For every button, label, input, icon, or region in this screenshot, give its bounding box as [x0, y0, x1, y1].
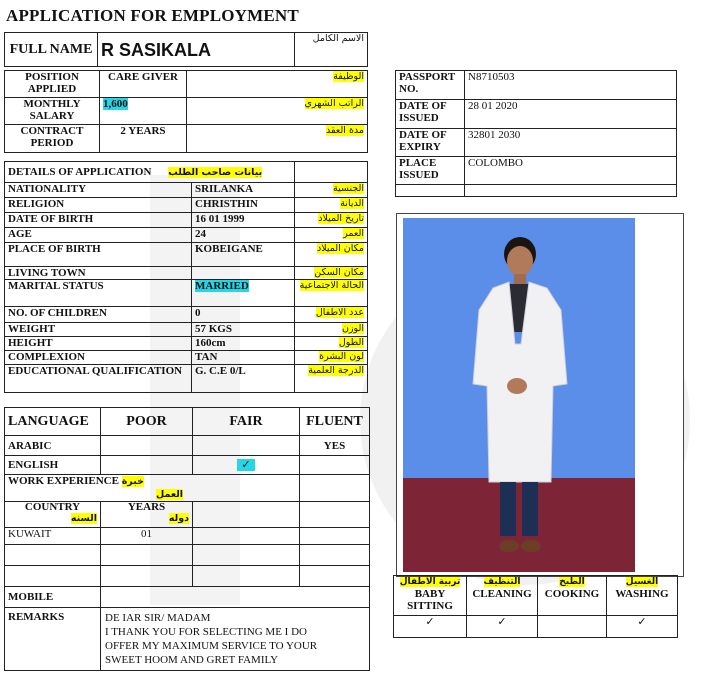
- fair-header: FAIR: [193, 408, 300, 436]
- age-value: 24: [192, 228, 295, 243]
- remarks-line-4: SWEET HOOM AND GRET FAMILY: [105, 654, 279, 666]
- birthplace-label: PLACE OF BIRTH: [5, 243, 192, 267]
- english-poor: [101, 456, 193, 475]
- children-value: 0: [192, 307, 295, 323]
- living-town-label: LIVING TOWN: [5, 267, 192, 280]
- marital-label: MARITAL STATUS: [5, 280, 192, 307]
- job-table: [4, 70, 368, 153]
- contract-value: 2 YEARS: [100, 125, 187, 153]
- age-label: AGE: [5, 228, 192, 243]
- birthplace-ar: مكان الميلاد: [316, 243, 364, 254]
- salary-label: MONTHLY SALARY: [5, 98, 100, 125]
- work-experience-ar: خبرة العمل: [121, 476, 184, 500]
- salary-ar: الراتب الشهري: [304, 98, 364, 109]
- english-label: ENGLISH: [5, 456, 101, 475]
- weight-value: 57 KGS: [192, 323, 295, 337]
- years-header: YEARS: [127, 501, 166, 513]
- religion-ar: الديانة: [340, 198, 364, 209]
- nationality-ar: الجنسية: [333, 183, 364, 194]
- children-ar: عدد الاطفال: [315, 307, 364, 318]
- living-town-value: [192, 267, 295, 280]
- poor-header: POOR: [101, 408, 193, 436]
- cooking-label: COOKING: [544, 588, 600, 600]
- english-fluent: [300, 456, 370, 475]
- arabic-fair: [193, 436, 300, 456]
- dob-label: DATE OF BIRTH: [5, 213, 192, 228]
- weight-ar: الوزن: [341, 323, 364, 334]
- living-town-ar: مكان السكن: [314, 267, 364, 278]
- language-table: [4, 407, 370, 671]
- education-ar: الدرجة العلمية: [308, 365, 364, 376]
- issue-date-label: DATE OF ISSUED: [396, 100, 465, 129]
- children-label: NO. OF CHILDREN: [5, 307, 192, 323]
- remarks-label: REMARKS: [5, 608, 101, 671]
- position-value: CARE GIVER: [100, 71, 187, 98]
- height-value: 160cm: [192, 337, 295, 351]
- complexion-label: COMPLEXION: [5, 351, 192, 365]
- work-years-1: 01: [101, 528, 193, 545]
- contract-ar: مدة العقد: [326, 125, 364, 136]
- country-header-ar: السنه: [70, 513, 97, 524]
- complexion-value: TAN: [192, 351, 295, 365]
- passport-no-value: N8710503: [465, 71, 677, 100]
- page-title: APPLICATION FOR EMPLOYMENT: [6, 6, 299, 25]
- details-header-ar: بيانات صاحب الطلب: [168, 166, 263, 178]
- skills-table: [393, 575, 678, 638]
- position-label: POSITION APPLIED: [5, 71, 100, 98]
- dob-value: 16 01 1999: [192, 213, 295, 228]
- mobile-value: [101, 587, 370, 608]
- position-ar: الوظيفة: [333, 71, 364, 82]
- issue-date-value: 28 01 2020: [465, 100, 677, 129]
- work-experience-label: WORK EXPERIENCE: [8, 475, 119, 487]
- place-issued-value: COLOMBO: [465, 157, 677, 185]
- passport-table: [395, 70, 677, 197]
- country-header: COUNTRY: [24, 501, 81, 513]
- marital-value: MARRIED: [195, 280, 249, 292]
- years-header-ar: دوله: [168, 513, 189, 524]
- expiry-date-label: DATE OF EXPIRY: [396, 129, 465, 157]
- mobile-label: MOBILE: [5, 587, 101, 608]
- english-fair-check: ✓: [237, 459, 254, 471]
- cleaning-label: CLEANING: [472, 588, 532, 600]
- washing-check: ✓: [607, 616, 678, 638]
- marital-ar: الحالة الاجتماعية: [299, 280, 364, 291]
- expiry-date-value: 32801 2030: [465, 129, 677, 157]
- cleaning-ar: التنظيف: [483, 577, 521, 587]
- full-name-ar: الاسم الكامل: [295, 33, 368, 67]
- washing-ar: الغسيل: [625, 577, 659, 587]
- complexion-ar: لون البشرة: [319, 351, 364, 362]
- weight-label: WEIGHT: [5, 323, 192, 337]
- religion-value: CHRISTHIN: [192, 198, 295, 213]
- age-ar: العمر: [343, 228, 364, 239]
- remarks-line-1: DE IAR SIR/ MADAM: [105, 612, 211, 624]
- nationality-label: NATIONALITY: [5, 183, 192, 198]
- name-table: [4, 32, 368, 67]
- work-country-1: KUWAIT: [5, 528, 101, 545]
- washing-label: WASHING: [615, 588, 669, 600]
- arabic-label: ARABIC: [5, 436, 101, 456]
- height-label: HEIGHT: [5, 337, 192, 351]
- full-name-label: FULL NAME: [5, 33, 98, 67]
- details-header: DETAILS OF APPLICATION: [8, 165, 152, 178]
- education-label: EDUCATIONAL QUALIFICATION: [5, 365, 192, 393]
- arabic-fluent: YES: [300, 436, 370, 456]
- place-issued-label: PLACE ISSUED: [396, 157, 465, 185]
- babysitting-ar: تربية الاطفال: [399, 577, 461, 587]
- salary-value: 1,600: [103, 98, 128, 110]
- education-value: G. C.E 0/L: [192, 365, 295, 393]
- arabic-poor: [101, 436, 193, 456]
- birthplace-value: KOBEIGANE: [192, 243, 295, 267]
- dob-ar: تاريخ الميلاد: [318, 213, 364, 224]
- babysitting-check: ✓: [394, 616, 467, 638]
- cleaning-check: ✓: [467, 616, 538, 638]
- cooking-check: [538, 616, 607, 638]
- passport-no-label: PASSPORT NO.: [396, 71, 465, 100]
- babysitting-label: BABY SITTING: [407, 588, 453, 612]
- remarks-line-3: OFFER MY MAXIMUM SERVICE TO YOUR: [105, 640, 318, 652]
- religion-label: RELIGION: [5, 198, 192, 213]
- full-name-value: R SASIKALA: [98, 33, 295, 67]
- language-header: LANGUAGE: [5, 408, 101, 436]
- remarks-line-2: I THANK YOU FOR SELECTING ME I DO: [105, 626, 307, 638]
- nationality-value: SRILANKA: [192, 183, 295, 198]
- fluent-header: FLUENT: [300, 408, 370, 436]
- height-ar: الطول: [338, 337, 364, 348]
- contract-label: CONTRACT PERIOD: [5, 125, 100, 153]
- details-table: [4, 161, 368, 393]
- applicant-photo: [396, 213, 684, 577]
- cooking-ar: الطبخ: [559, 577, 585, 587]
